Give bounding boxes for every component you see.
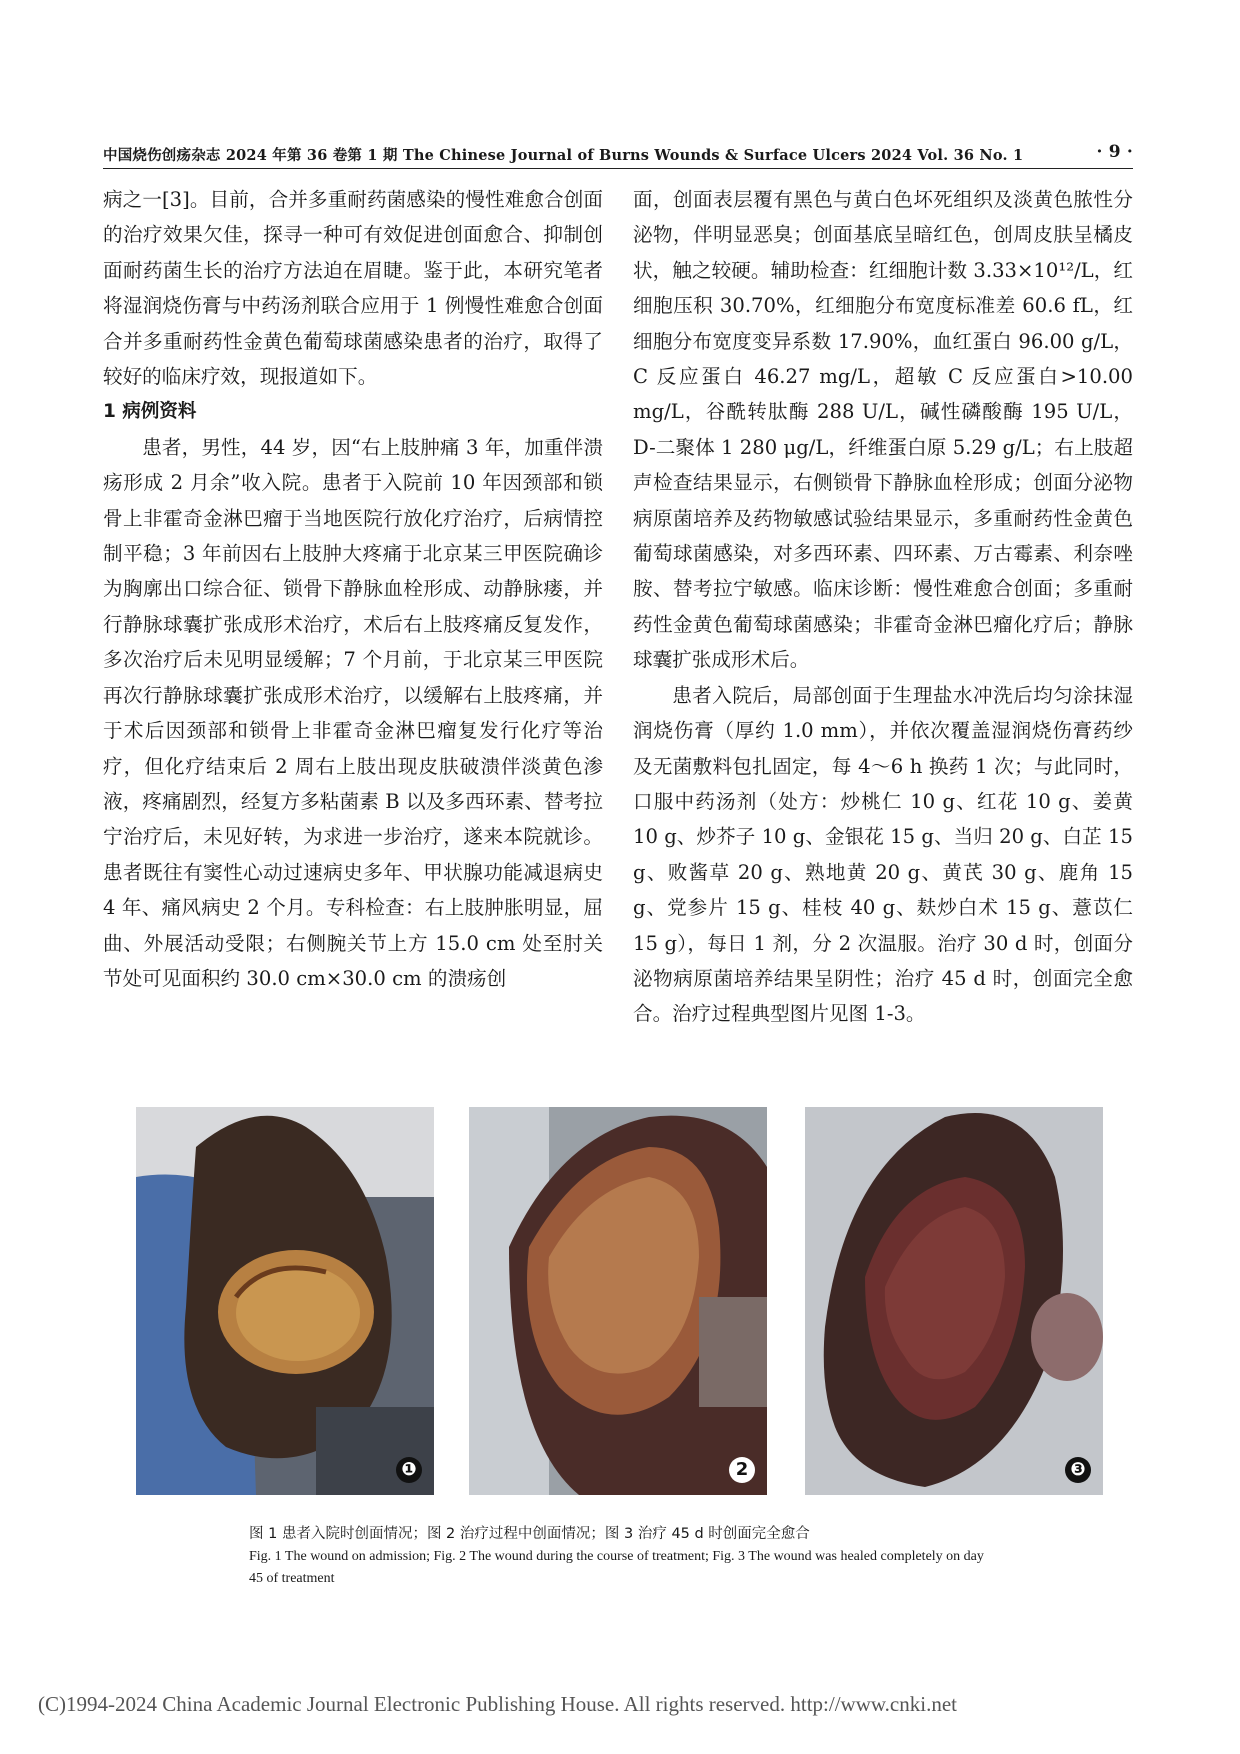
header-divider: [103, 168, 1133, 169]
page-number: · 9 ·: [1096, 142, 1133, 162]
treatment-paragraph: 患者入院后，局部创面于生理盐水冲洗后均匀涂抹湿润烧伤膏（厚约 1.0 mm），并依次覆盖湿润烧伤膏药纱及无菌敷料包扎固定，每 4～6 h 换药 1 次；与此同时，口服中药汤剂（处方：炒桃仁 10 g、红花 10 g、姜黄 10 g、炒芥子 10 g、金银花 15 g、当归 20 g、白芷 15 g、败酱草 20 g、熟地黄 20 g、黄芪 30 g、鹿角 15 g、党参片 15 g、桂枝 40 g、麸炒白术 15 g、薏苡仁 15 g），每日 1 剂，分 2 次温服。治疗 30 d 时，创面分泌物病原菌培养结果呈阴性；治疗 45 d 时，创面完全愈合。治疗过程典型图片见图 1-3。: [633, 683, 1133, 1026]
copyright-footer: (C)1994-2024 China Academic Journal Electronic Publishing House. All rights reserved. http://www.cnki.net: [38, 1692, 957, 1716]
figure-1-photo: [136, 1107, 434, 1495]
left-column: [103, 182, 603, 996]
figure-2-photo: [469, 1107, 767, 1495]
figure-row: [136, 1107, 1103, 1495]
figure-3-photo: [805, 1107, 1103, 1495]
section-heading: 1 病例资料: [103, 401, 197, 423]
figure-3-number: ❸: [1065, 1457, 1091, 1483]
journal-title: 中国烧伤创疡杂志 2024 年第 36 卷第 1 期 The Chinese Journal of Burns Wounds & Surface Ulcers 2024 Vol. 36 No. 1: [103, 147, 1024, 164]
exam-paragraph: 面，创面表层覆有黑色与黄白色坏死组织及淡黄色脓性分泌物，伴明显恶臭；创面基底呈暗红色，创周皮肤呈橘皮状，触之较硬。辅助检查：红细胞计数 3.33×10¹²/L，红细胞压积 30.70%，红细胞分布宽度标准差 60.6 fL，红细胞分布宽度变异系数 17.90%，血红蛋白 96.00 g/L，C 反应蛋白 46.27 mg/L，超敏 C 反应蛋白>10.00 mg/L，谷酰转肽酶 288 U/L，碱性磷酸酶 195 U/L，D-二聚体 1 280 μg/L，纤维蛋白原 5.29 g/L；右上肢超声检查结果显示，右侧锁骨下静脉血栓形成；创面分泌物病原菌培养及药物敏感试验结果显示，多重耐药性金黄色葡萄球菌感染，对多西环素、四环素、万古霉素、利奈唑胺、替考拉宁敏感。临床诊断：慢性难愈合创面；多重耐药性金黄色葡萄球菌感染；非霍奇金淋巴瘤化疗后；静脉球囊扩张成形术后。: [633, 188, 1133, 672]
case-paragraph: 患者，男性，44 岁，因“右上肢肿痛 3 年，加重伴溃疡形成 2 月余”收入院。患者于入院前 10 年因颈部和锁骨上非霍奇金淋巴瘤于当地医院行放化疗治疗，后病情控制平稳；3 年前因右上肢肿大疼痛于北京某三甲医院确诊为胸廓出口综合征、锁骨下静脉血栓形成、动静脉瘘，并行静脉球囊扩张成形术治疗，术后右上肢疼痛反复发作，多次治疗后未见明显缓解；7 个月前，于北京某三甲医院再次行静脉球囊扩张成形术治疗，以缓解右上肢疼痛，并于术后因颈部和锁骨上非霍奇金淋巴瘤复发行化疗等治疗，但化疗结束后 2 周右上肢出现皮肤破溃伴淡黄色渗液，疼痛剧烈，经复方多粘菌素 B 以及多西环素、替考拉宁治疗后，未见好转，为求进一步治疗，遂来本院就诊。患者既往有窦性心动过速病史多年、甲状腺功能减退病史 4 年、痛风病史 2 个月。专科检查：右上肢肿胀明显，屈曲、外展活动受限；右侧腕关节上方 15.0 cm 处至肘关节处可见面积约 30.0 cm×30.0 cm 的溃疡创: [103, 435, 603, 990]
right-column: [633, 182, 1133, 1032]
intro-paragraph: 病之一[3]。目前，合并多重耐药菌感染的慢性难愈合创面的治疗效果欠佳，探寻一种可有效促进创面愈合、抑制创面耐药菌生长的治疗方法迫在眉睫。鉴于此，本研究笔者将湿润烧伤膏与中药汤剂联合应用于 1 例慢性难愈合创面合并多重耐药性金黄色葡萄球菌感染患者的治疗，取得了较好的临床疗效，现报道如下。: [103, 188, 603, 389]
figure-caption-english: Fig. 1 The wound on admission; Fig. 2 The wound during the course of treatment; Fig. 3 The wound was healed completely on day 45 of treatment: [249, 1549, 984, 1586]
running-header: [103, 138, 1133, 168]
figure-caption-chinese: 图 1 患者入院时创面情况；图 2 治疗过程中创面情况；图 3 治疗 45 d 时创面完全愈合: [249, 1526, 810, 1542]
figure-2-number: 2: [729, 1457, 755, 1483]
figure-1-number: ❶: [396, 1457, 422, 1483]
